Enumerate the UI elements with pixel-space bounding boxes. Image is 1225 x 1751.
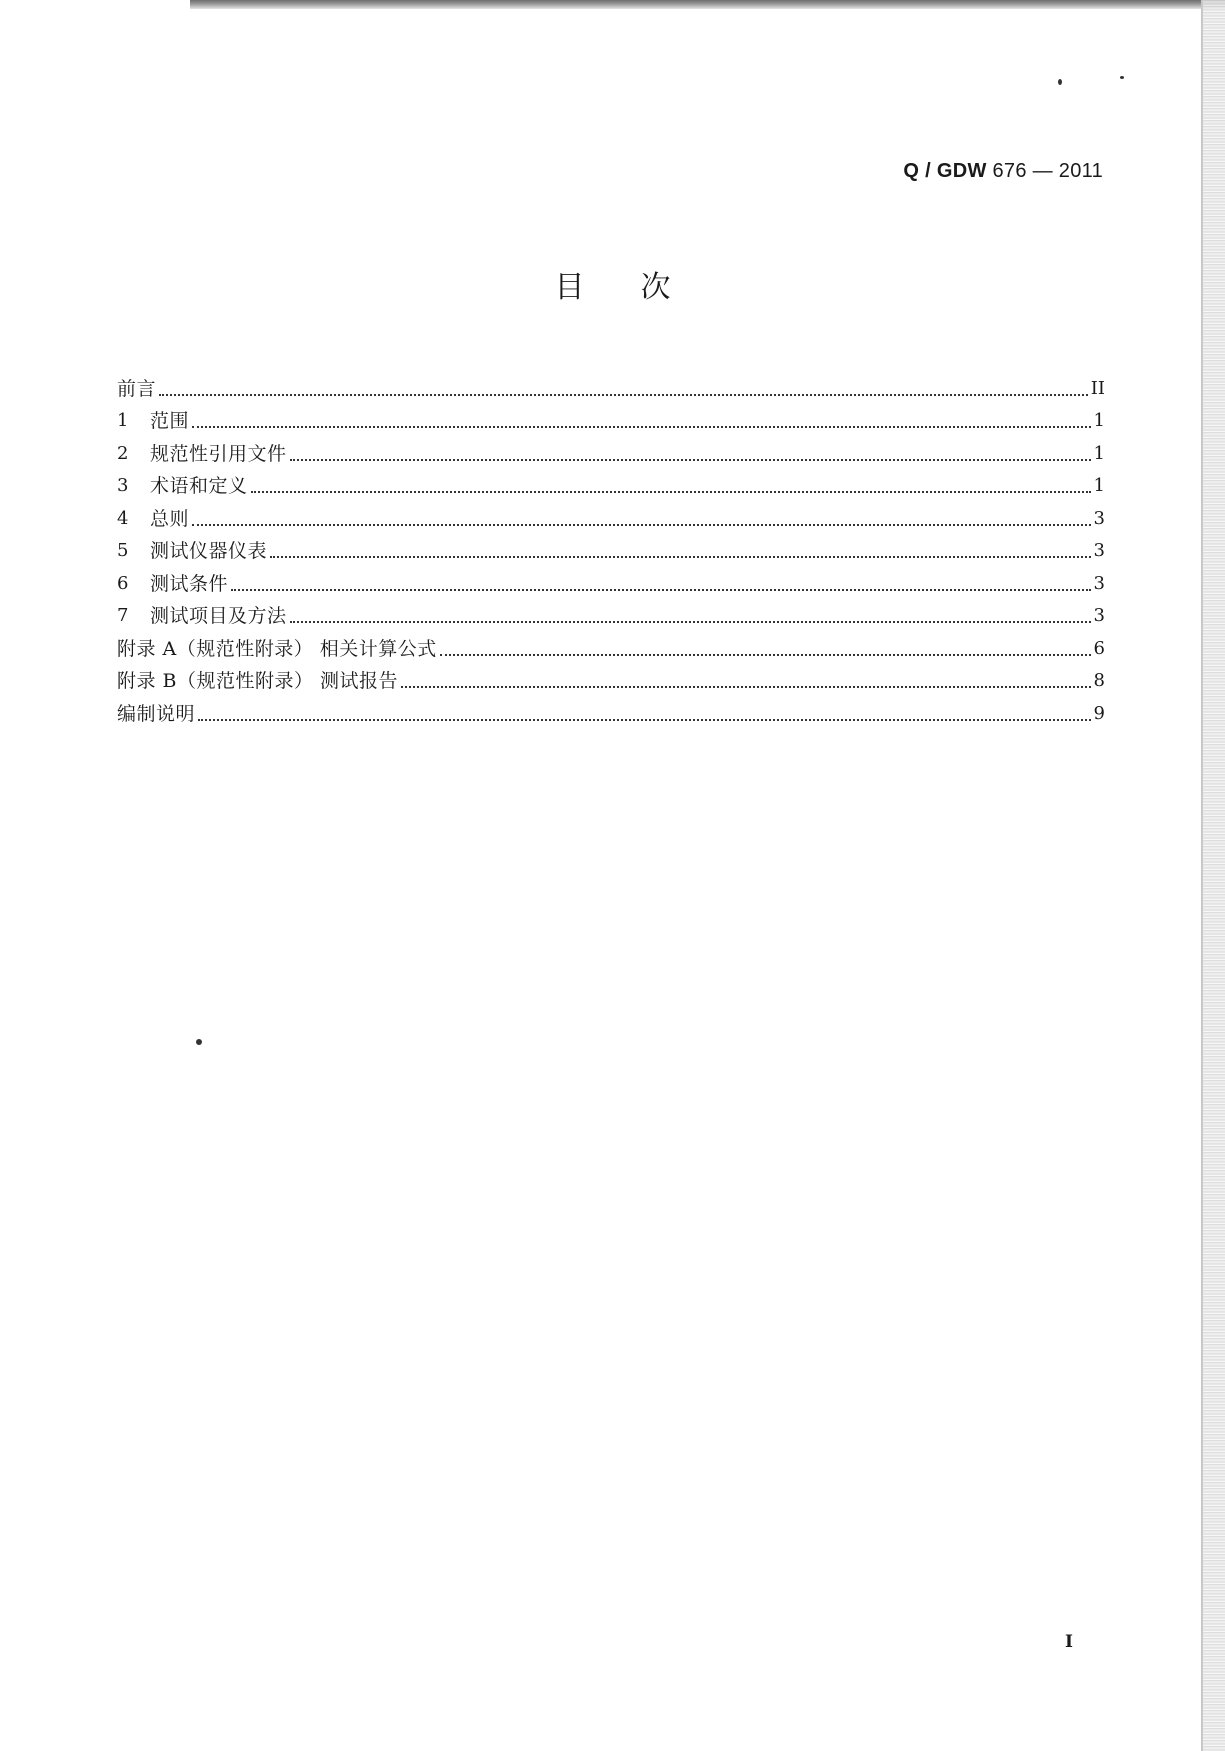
toc-entry-number: 6 <box>117 572 129 594</box>
toc-entry-label: 前言 <box>117 377 157 400</box>
toc-dot-leader <box>251 491 1091 493</box>
scan-speck <box>196 1039 202 1045</box>
toc-entry[interactable] <box>117 562 1105 595</box>
toc-entry-page: 3 <box>1093 605 1105 626</box>
toc-entry-label: 规范性引用文件 <box>150 442 287 465</box>
toc-entry[interactable] <box>117 367 1105 400</box>
page-number: I <box>1065 1632 1073 1652</box>
toc-entry[interactable] <box>117 400 1105 433</box>
toc-entry-number: 4 <box>117 507 129 529</box>
toc-entry-page: 1 <box>1093 442 1105 464</box>
toc-entry[interactable] <box>117 497 1105 530</box>
toc-entry[interactable] <box>117 660 1105 693</box>
toc-entry-number: 1 <box>117 410 129 431</box>
toc-dot-leader <box>270 556 1091 558</box>
toc-entry[interactable] <box>117 692 1105 725</box>
document-code-number: 676 — 2011 <box>992 160 1103 182</box>
toc-entry-page: 3 <box>1093 507 1105 529</box>
table-of-contents <box>117 367 1105 725</box>
toc-entry[interactable] <box>117 465 1105 498</box>
toc-dot-leader <box>290 621 1091 623</box>
toc-entry-page: II <box>1090 377 1105 399</box>
toc-entry-label: 附录 A（规范性附录） 相关计算公式 <box>117 637 437 660</box>
toc-entry-label: 范围 <box>150 410 190 432</box>
toc-entry-page: 8 <box>1093 670 1105 691</box>
toc-entry-number: 3 <box>117 475 129 496</box>
toc-title: 目次 <box>554 270 727 305</box>
toc-entry-page: 3 <box>1093 572 1105 594</box>
toc-entry-page: 1 <box>1093 475 1105 496</box>
toc-dot-leader <box>401 686 1091 688</box>
document-code-prefix: Q / GDW <box>903 160 987 182</box>
document-code <box>903 160 1103 183</box>
toc-entry-label: 测试仪器仪表 <box>150 540 268 562</box>
toc-entry-page: 3 <box>1093 540 1105 561</box>
toc-entry-page: 9 <box>1093 702 1105 724</box>
toc-entry-number: 2 <box>117 442 129 464</box>
scan-shadow-top <box>190 0 1225 9</box>
toc-entry[interactable] <box>117 432 1105 465</box>
toc-dot-leader <box>231 589 1091 591</box>
toc-entry-label: 测试条件 <box>150 572 229 595</box>
toc-entry-label: 测试项目及方法 <box>150 605 287 627</box>
toc-entry-label: 术语和定义 <box>150 475 248 497</box>
scan-speck <box>1058 79 1062 85</box>
toc-entry-label: 编制说明 <box>117 702 196 725</box>
toc-dot-leader <box>440 654 1091 656</box>
toc-entry-number: 7 <box>117 605 129 626</box>
toc-entry[interactable] <box>117 595 1105 628</box>
toc-entry-page: 1 <box>1093 410 1105 431</box>
toc-dot-leader <box>192 426 1091 428</box>
toc-entry-label: 总则 <box>150 507 190 530</box>
toc-dot-leader <box>198 719 1091 721</box>
toc-dot-leader <box>192 524 1091 526</box>
toc-dot-leader <box>290 459 1091 461</box>
toc-entry-label: 附录 B（规范性附录） 测试报告 <box>117 670 399 692</box>
scan-speck <box>1120 76 1124 79</box>
toc-entry[interactable] <box>117 530 1105 563</box>
toc-dot-leader <box>159 394 1088 396</box>
toc-entry-number: 5 <box>117 540 129 561</box>
toc-entry[interactable] <box>117 627 1105 660</box>
toc-entry-page: 6 <box>1093 637 1105 659</box>
